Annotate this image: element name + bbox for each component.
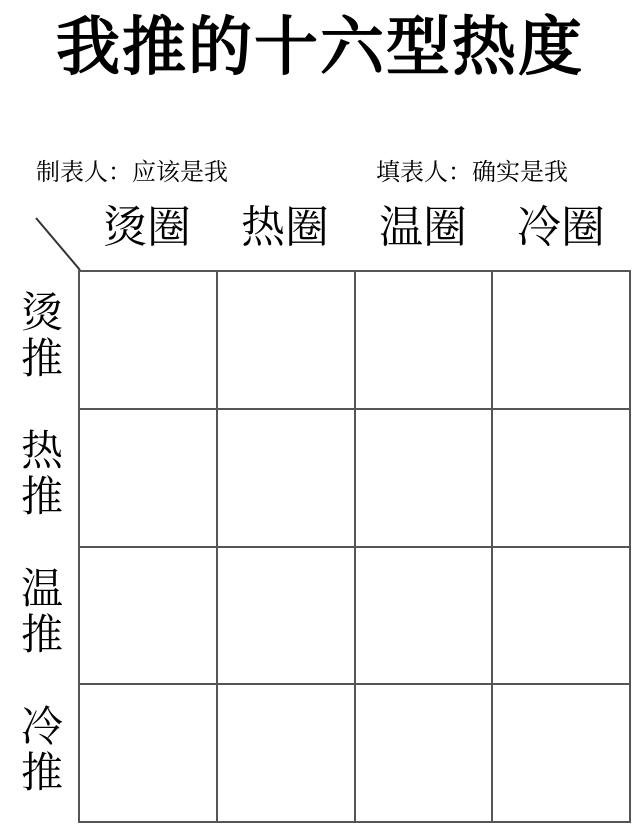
grid-cell-r2-c2[interactable]: [218, 410, 356, 548]
column-header-tang-quan: 烫圈: [103, 202, 191, 253]
grid-cell-r2-c3[interactable]: [356, 410, 494, 548]
grid-cell-r1-c2[interactable]: [218, 272, 356, 410]
grid-cell-r3-c2[interactable]: [218, 548, 356, 686]
grid-cell-r1-c1[interactable]: [80, 272, 218, 410]
grid-cell-r4-c4[interactable]: [493, 685, 631, 823]
grid-cell-r2-c4[interactable]: [493, 410, 631, 548]
grid-cell-r3-c3[interactable]: [356, 548, 494, 686]
heat-grid: [78, 270, 631, 823]
grid-cell-r1-c3[interactable]: [356, 272, 494, 410]
page-title: 我推的十六型热度: [56, 11, 584, 85]
grid-cell-r4-c1[interactable]: [80, 685, 218, 823]
row-header-leng-tui: 冷推: [20, 702, 63, 797]
column-header-leng-quan: 冷圈: [517, 202, 605, 253]
maker-label: 制表人：应该是我: [36, 158, 228, 186]
row-header-wen-tui: 温推: [20, 564, 63, 659]
grid-cell-r3-c1[interactable]: [80, 548, 218, 686]
column-header-wen-quan: 温圈: [379, 202, 467, 253]
grid-cell-r2-c1[interactable]: [80, 410, 218, 548]
grid-cell-r1-c4[interactable]: [493, 272, 631, 410]
column-header-re-quan: 热圈: [241, 202, 329, 253]
row-header-tang-tui: 烫推: [20, 288, 63, 383]
grid-cell-r3-c4[interactable]: [493, 548, 631, 686]
row-header-re-tui: 热推: [20, 426, 63, 521]
grid-cell-r4-c2[interactable]: [218, 685, 356, 823]
grid-cell-r4-c3[interactable]: [356, 685, 494, 823]
filler-label: 填表人：确实是我: [376, 158, 568, 186]
